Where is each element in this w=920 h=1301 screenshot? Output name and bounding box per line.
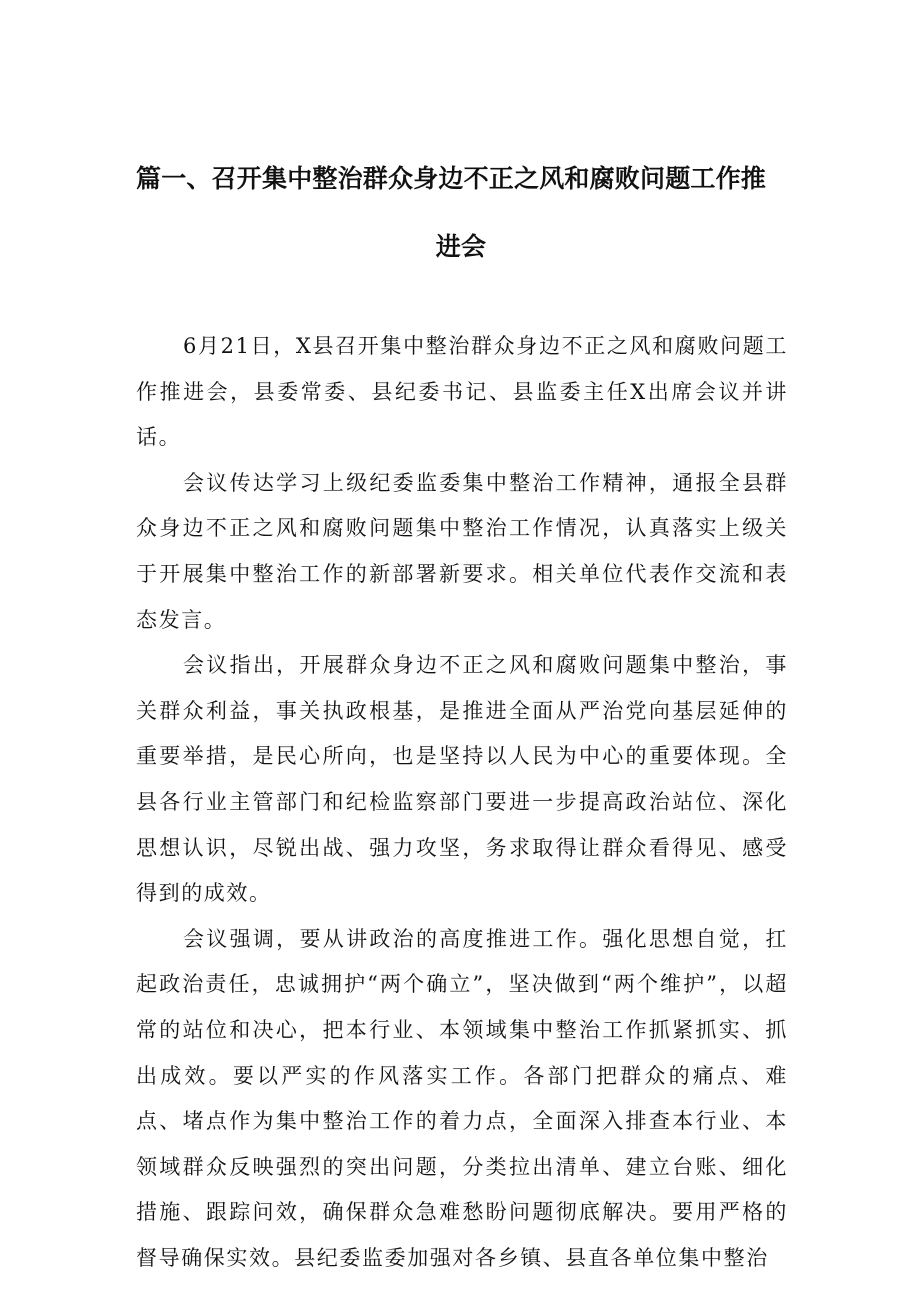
body-paragraph-4: 会议强调，要从讲政治的高度推进工作。强化思想自觉，扛起政治责任，忠诚拥护“两个确立”，坚决做到“两个维护”，以超常的站位和决心，把本行业、本领域集中整治工作抓紧抓实、抓出成效。要以严实的作风落实工作。各部门把群众的痛点、难点、堵点作为集中整治工作的着力点，全面深入排查本行业、本领域群众反映强烈的突出问题，分类拉出清单、建立台账、细化措施、跟踪问效，确保群众急难愁盼问题彻底解决。要用严格的督导确保实效。县纪委监委加强对各乡镇、县直各单位集中整治 <box>136 926 788 1270</box>
document-body <box>136 324 788 1281</box>
document-title-line-2: 进会 <box>435 232 487 261</box>
body-paragraph-1: 6月21日，X县召开集中整治群众身边不正之风和腐败问题工作推进会，县委常委、县纪委书记、县监委主任X出席会议并讲话。 <box>136 334 788 450</box>
body-paragraph-2: 会议传达学习上级纪委监委集中整治工作精神，通报全县群众身边不正之风和腐败问题集中整治工作情况，认真落实上级关于开展集中整治工作的新部署新要求。相关单位代表作交流和表态发言。 <box>136 470 788 632</box>
document-title-line-1: 篇一、召开集中整治群众身边不正之风和腐败问题工作推 <box>136 164 767 193</box>
body-paragraph-3: 会议指出，开展群众身边不正之风和腐败问题集中整治，事关群众利益，事关执政根基，是推进全面从严治党向基层延伸的重要举措，是民心所向，也是坚持以人民为中心的重要体现。全县各行业主管部门和纪检监察部门要进一步提高政治站位、深化思想认识，尽锐出战、强力攻坚，务求取得让群众看得见、感受得到的成效。 <box>136 653 788 906</box>
